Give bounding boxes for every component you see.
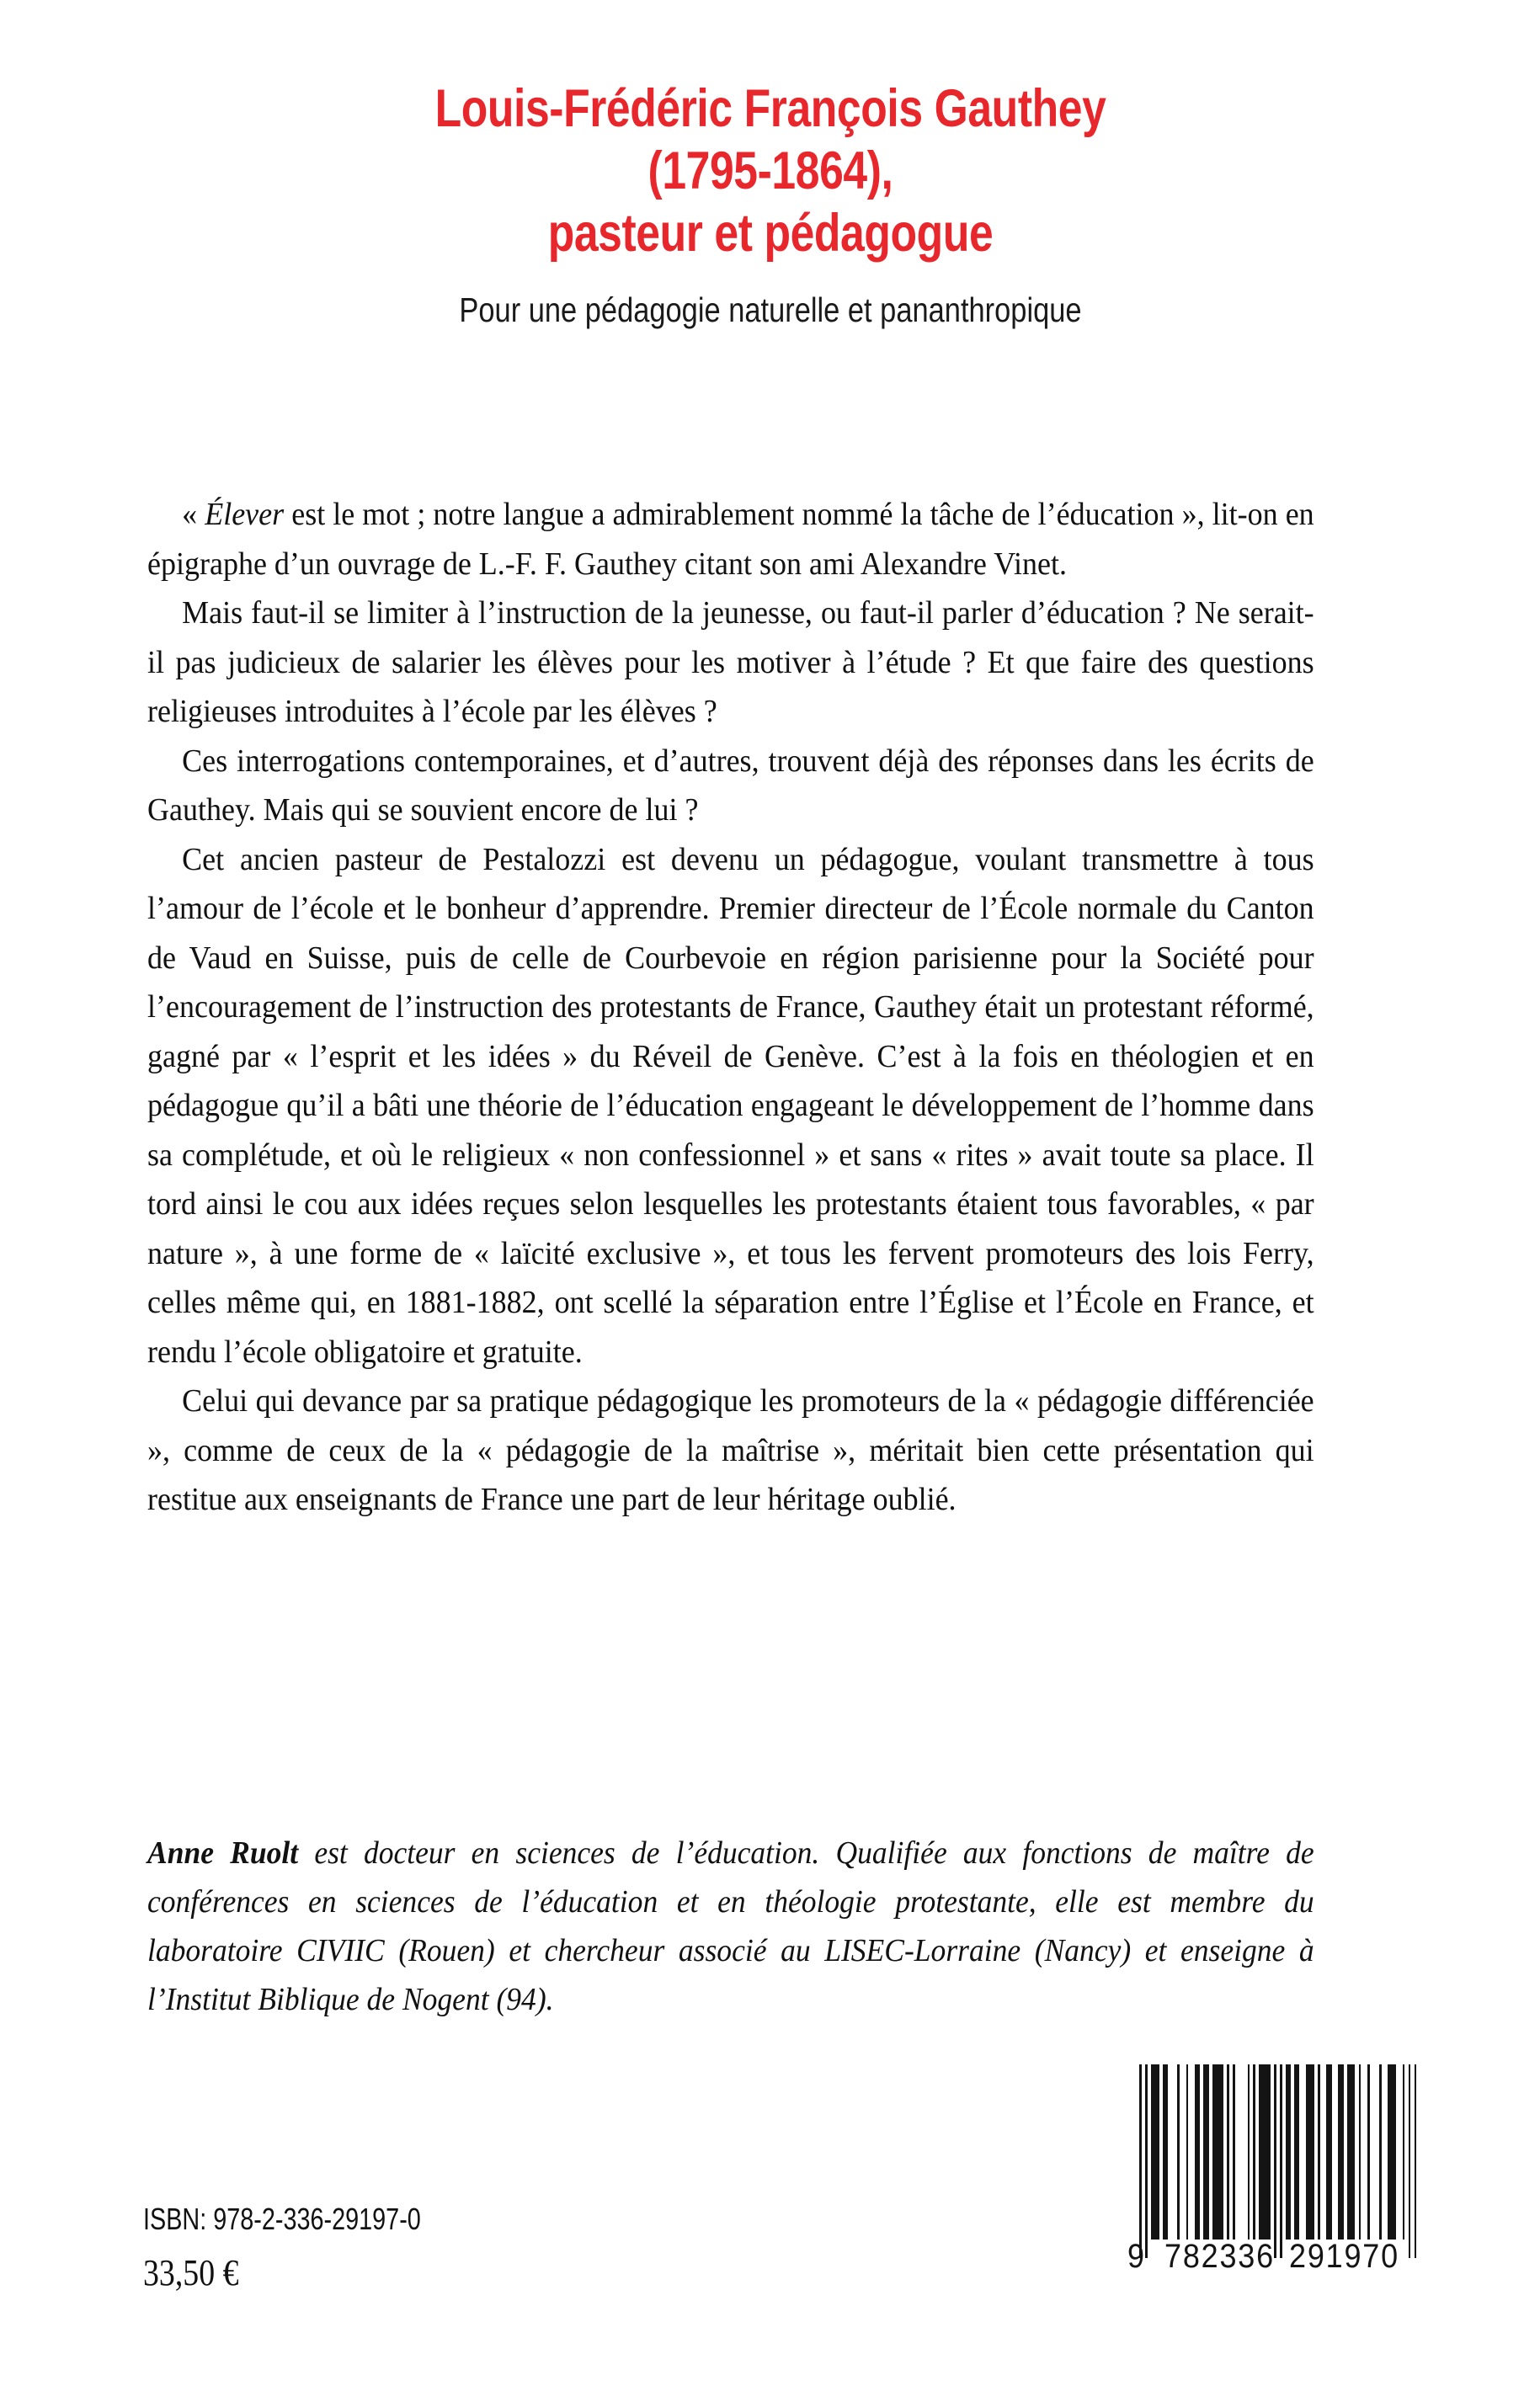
blurb-paragraph-3: Ces interrogations contemporaines, et d’autres, trouvent déjà des réponses dans les écrits de Gauthey. Mais qui se souvient encore de lui ? — [147, 743, 1314, 828]
barcode-bar — [1280, 2064, 1282, 2258]
barcode-bar — [1248, 2064, 1250, 2240]
blurb-paragraph-5: Celui qui devance par sa pratique pédagogique les promoteurs de la « pédagogie différenciée », comme de ceux de la « pédagogie de la maîtrise », méritait bien cette présentation qui restitue aux enseignants de France une part de leur héritage oublié. — [147, 1383, 1314, 1517]
barcode-digits-right: 291970 — [1289, 2238, 1399, 2275]
barcode-bar — [1212, 2064, 1223, 2240]
barcode-bar — [1253, 2064, 1255, 2240]
isbn-label: ISBN: 978-2-336-29197-0 — [143, 2202, 421, 2236]
blurb-italic-word: Élever — [205, 497, 285, 532]
barcode-bar — [1151, 2064, 1159, 2240]
barcode-bar — [1186, 2064, 1189, 2240]
barcode-bar — [1259, 2064, 1270, 2240]
barcode-bar — [1347, 2064, 1356, 2240]
barcode-digit-left: 9 — [1127, 2238, 1146, 2275]
barcode-bar — [1177, 2064, 1180, 2240]
barcode-bar — [1379, 2064, 1382, 2240]
barcode-bar — [1286, 2064, 1291, 2240]
barcode-bar — [1195, 2064, 1200, 2240]
barcode-bar — [1409, 2064, 1411, 2258]
title-line-3: pasteur et pédagogue — [547, 204, 994, 263]
barcode-bar — [1338, 2064, 1343, 2240]
price-label: 33,50 € — [143, 2252, 239, 2293]
blurb-text — [147, 490, 1314, 1525]
barcode-bar — [1139, 2064, 1142, 2258]
author-bio — [147, 1829, 1314, 2024]
title-line-1: Louis-Frédéric François Gauthey — [434, 79, 1106, 138]
blurb-paragraph-4: Cet ancien pasteur de Pestalozzi est devenu un pédagogue, voulant transmettre à tous l’amour de l’école et le bonheur d’apprendre. Premier directeur de l’École normale du Canton de Vaud en Suisse, puis de celle de Courbevoie en région parisienne pour la Société pour l’encouragement de l’instruction des protestants de France, Gauthey était un protestant réformé, gagné par « l’esprit et les idées » du Réveil de Genève. C’est à la fois en théologien et en pédagogue qu’il a bâti une théorie de l’éducation engageant le développement de l’homme dans sa complétude, et où le religieux « non confessionnel » et sans « rites » avait toute sa place. Il tord ainsi le cou aux idées reçues selon lesquelles les protestants étaient tous favorables, « par nature », à une forme de « laïcité exclusive », et tous les fervent promoteurs des lois Ferry, celles même qui, en 1881-1882, ont scellé la séparation entre l’Église et l’École en France, et rendu l’école obligatoire et gratuite. — [147, 841, 1314, 1370]
barcode-bar — [1388, 2064, 1396, 2240]
barcode-digits-middle: 782336 — [1164, 2238, 1275, 2275]
blurb-paragraph-1: « Élever est le mot ; notre langue a admirablement nommé la tâche de l’éducation », lit-on en épigraphe d’un ouvrage de L.-F. F. Gauthey citant son ami Alexandre Vinet. — [147, 497, 1314, 582]
page-subtitle: Pour une pédagogie naturelle et pananthropique — [459, 290, 1082, 329]
barcode-bar — [1163, 2064, 1168, 2240]
barcode-bar — [1403, 2064, 1405, 2240]
barcode-bar — [1306, 2064, 1314, 2240]
page-title — [259, 77, 1282, 264]
barcode-bar — [1227, 2064, 1229, 2240]
blurb-paragraph-1-rest: est le mot ; notre langue a admirablement nommé la tâche de l’éducation », lit-on en épigraphe d’un ouvrage de L.-F. F. Gauthey citant son ami Alexandre Vinet. — [147, 497, 1314, 582]
author-bio-paragraph — [147, 1829, 1314, 2024]
barcode — [1127, 2064, 1417, 2290]
barcode-bar — [1326, 2064, 1331, 2240]
barcode-bar — [1233, 2064, 1235, 2240]
barcode-bar — [1367, 2064, 1370, 2240]
barcode-bar — [1274, 2064, 1276, 2258]
author-bio-text: est docteur en sciences de l’éducation. Qualifiée aux fonctions de maître de conférences en sciences de l’éducation et en théologie protestante, elle est membre du laboratoire CIVIIC (Rouen) et chercheur associé au LISEC-Lorraine (Nancy) et enseigne à l’Institut Biblique de Nogent (94). — [147, 1835, 1314, 2017]
barcode-bar — [1203, 2064, 1208, 2240]
barcode-bar — [1359, 2064, 1361, 2240]
barcode-bar — [1294, 2064, 1299, 2240]
barcode-bars — [1139, 2064, 1417, 2240]
title-line-2: (1795-1864), — [647, 141, 893, 200]
author-name: Anne Ruolt — [147, 1835, 299, 1871]
barcode-bar — [1415, 2064, 1417, 2258]
blurb-paragraph-2: Mais faut-il se limiter à l’instruction de la jeunesse, ou faut-il parler d’éducation ? Ne serait-il pas judicieux de salarier les élèves pour les motiver à l’étude ? Et que faire des questions religieuses introduites à l’école par les élèves ? — [147, 595, 1314, 729]
title-block — [147, 77, 1393, 330]
barcode-bar — [1145, 2064, 1148, 2258]
barcode-bar — [1318, 2064, 1320, 2240]
barcode-digits — [1127, 2238, 1417, 2277]
